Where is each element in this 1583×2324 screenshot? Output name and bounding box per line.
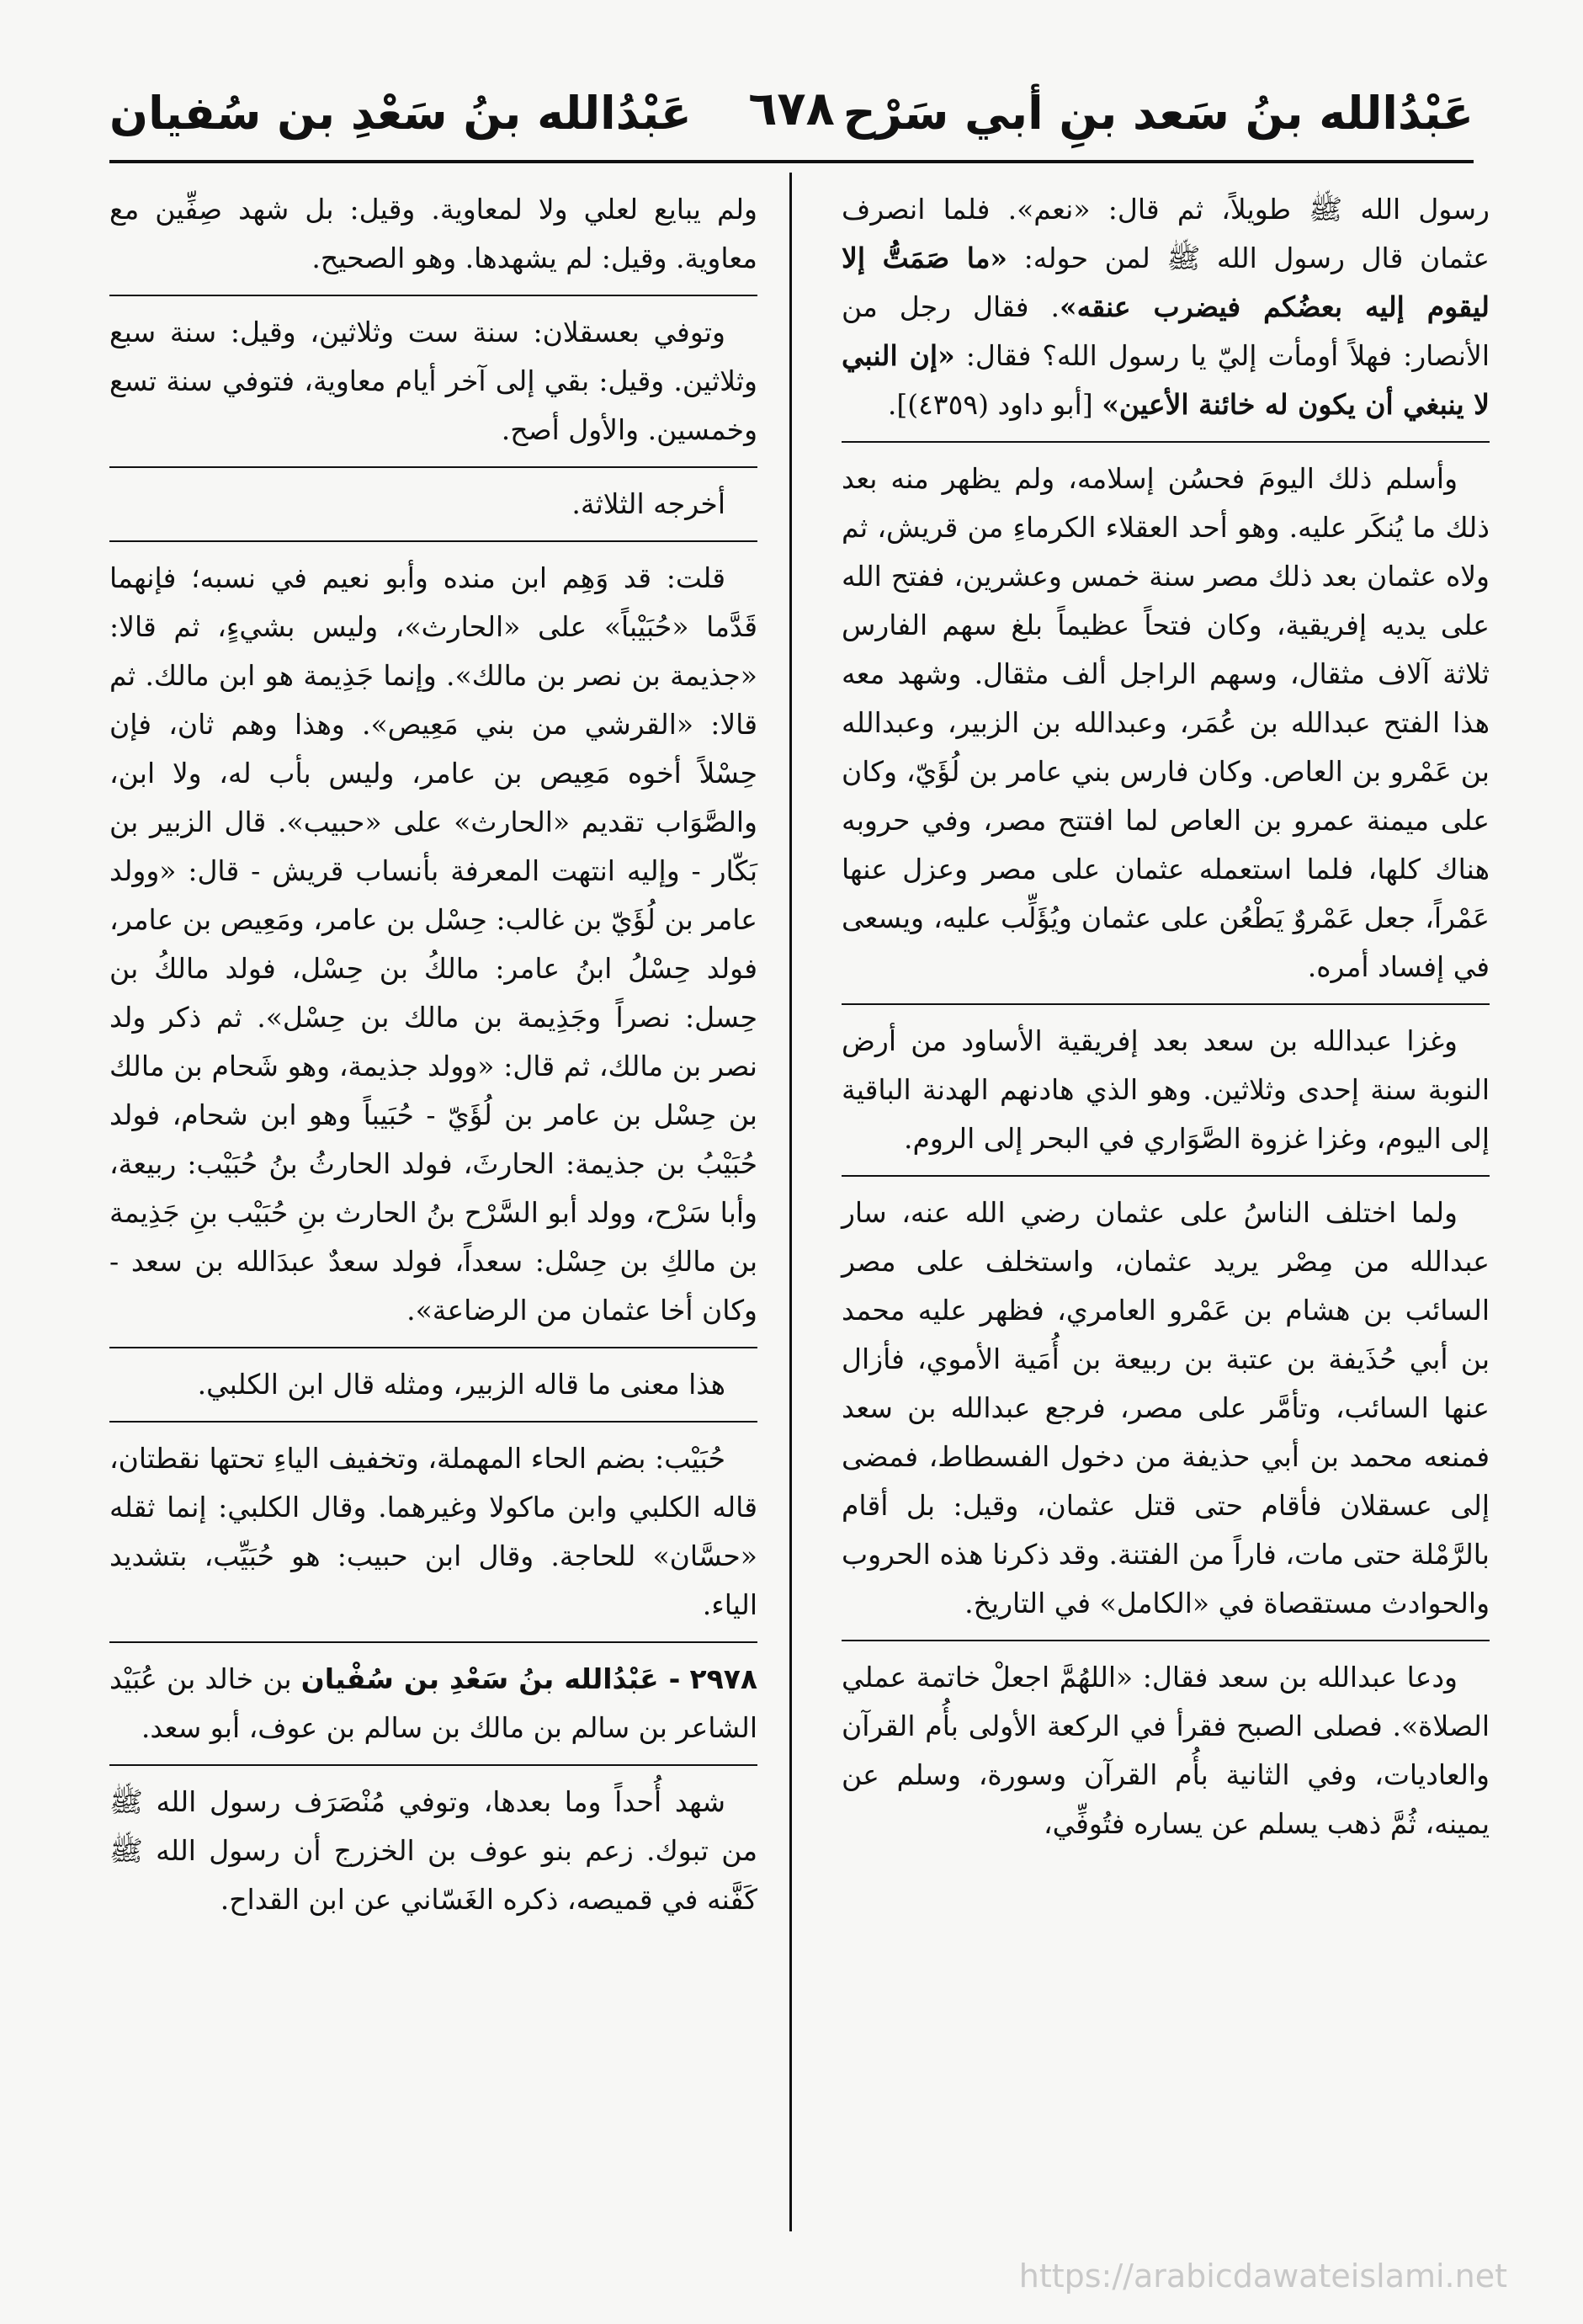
right-column	[842, 185, 1490, 1860]
section-separator	[109, 1421, 757, 1423]
paragraph: وغزا عبدالله بن سعد بعد إفريقية الأساود من أرض النوبة سنة إحدى وثلاثين. وهو الذي هادنهم الهدنة الباقية إلى اليوم، وغزا غزوة الصَّوَاري في البحر إلى الروم.	[842, 1024, 1490, 1155]
section-separator	[842, 1003, 1490, 1005]
paragraph: وتوفي بعسقلان: سنة ست وثلاثين، وقيل: سنة سبع وثلاثين. وقيل: بقي إلى آخر أيام معاوية، فتوفي سنة تسع وخمسين. والأول أصح.	[109, 316, 757, 446]
entry-text: بن خالد بن عُبَيْد الشاعر بن سالم بن مالك بن سالم بن عوف، أبو سعد.	[109, 1662, 757, 1744]
left-column	[109, 185, 757, 1936]
page-header	[109, 72, 1474, 164]
header-rule	[109, 160, 1474, 163]
text-run: . فقال رجل من الأنصار: فهلاً أومأت إليّ يا رسول الله؟ فقال:	[842, 290, 1490, 372]
section-separator	[109, 1347, 757, 1348]
running-title-right: عَبْدُالله بنُ سَعد بنِ أبي سَرْح	[842, 87, 1474, 140]
paragraph: حُبَيْب: بضم الحاء المهملة، وتخفيف الياءِ تحتها نقطتان، قاله الكلبي وابن ماكولا وغيرهما. وقال الكلبي: إنما ثقله «حسَّان» للحاجة. وقال ابن حبيب: هو حُبَيِّب، بتشديد الياء.	[109, 1442, 757, 1621]
entry-number: ٢٩٧٨	[689, 1662, 758, 1695]
watermark-url: https://arabicdawateislami.net	[1018, 2258, 1507, 2295]
text-run: رسول الله ﷺ طويلاً، ثم قال: «نعم». فلما انصرف عثمان قال رسول الله ﷺ لمن حوله:	[842, 193, 1490, 274]
hadith-quote: «ما صَمَتُّ إلا ليقوم إليه بعضُكم فيضرب عنقه»	[842, 242, 1490, 323]
biography-entry	[109, 1655, 757, 1752]
paragraph: هذا معنى ما قاله الزبير، ومثله قال ابن الكلبي.	[197, 1368, 725, 1401]
section-separator	[109, 1764, 757, 1766]
paragraph: ودعا عبدالله بن سعد فقال: «اللهُمَّ اجعلْ خاتمة عملي الصلاة». فصلى الصبح فقرأ في الركعة الأولى بأُم القرآن والعاديات، وفي الثانية بأُم القرآن وسورة، وسلم عن يمينه، ثُمَّ ذهب يسلم عن يساره فتُوفِّي،	[842, 1661, 1490, 1840]
page-number: ٦٧٨	[748, 82, 835, 136]
entry-name: - عَبْدُالله بنُ سَعْدِ بن سُفْيان	[300, 1662, 681, 1695]
running-title-left: عَبْدُالله بنُ سَعْدِ بن سُفيان	[109, 87, 692, 140]
section-separator	[109, 295, 757, 296]
paragraph: شهد أُحداً وما بعدها، وتوفي مُنْصَرَف رسول الله ﷺ من تبوك. زعم بنو عوف بن الخزرج أن رسول الله ﷺ كَفَّنه في قميصه، ذكره الغَسّاني عن ابن القداح.	[109, 1785, 757, 1916]
section-separator	[842, 441, 1490, 443]
paragraph: قلت: قد وَهِم ابن منده وأبو نعيم في نسبه؛ فإنهما قَدَّما «حُبَيْباً» على «الحارث»، وليس بشيءٍ، ثم قالا: «جذيمة بن نصر بن مالك». وإنما جَذِيمة هو ابن مالك. ثم قالا: «القرشي من بني مَعِيص». وهذا وهم ثان، فإن حِسْلاً أخوه مَعِيص بن عامر، وليس بأب له، ولا ابن، والصَّوَاب تقديم «الحارث» على «حبيب». قال الزبير بن بَكّار - وإليه انتهت المعرفة بأنساب قريش - قال: «وولد عامر بن لُؤَيّ بن غالب: حِسْل بن عامر، ومَعِيص بن عامر، فولد حِسْلُ ابنُ عامر: مالكُ بن حِسْل، فولد مالكُ بن حِسل: نصراً وجَذِيمة بن مالك بن حِسْل». ثم ذكر ولد نصر بن مالك، ثم قال: «وولد جذيمة، وهو شَحام بن مالك بن حِسْل بن عامر بن لُؤَيّ - حُبَيباً وهو ابن شحام، فولد حُبَيْبُ بن جذيمة: الحارثَ، فولد الحارثُ بنُ حُبَيْب: ربيعة، وأبا سَرْح، وولد أبو السَّرْح بنُ الحارث بنِ حُبَيْب بنِ جَذِيمة بن مالكِ بن حِسْل: سعداً، فولد سعدٌ عبدَالله بن سعد - وكان أخا عثمان من الرضاعة».	[109, 561, 757, 1327]
section-separator	[842, 1640, 1490, 1641]
section-separator	[842, 1175, 1490, 1177]
citation: [أبو داود (٤٣٥٩)].	[887, 388, 1102, 421]
paragraph: أخرجه الثلاثة.	[571, 487, 725, 520]
column-divider	[789, 173, 792, 2231]
paragraph: ولم يبايع لعلي ولا لمعاوية. وقيل: بل شهد صِفِّين مع معاوية. وقيل: لم يشهدها. وهو الصحيح.	[109, 193, 757, 274]
paragraph: ولما اختلف الناسُ على عثمان رضي الله عنه، سار عبدالله من مِصْر يريد عثمان، واستخلف على مصر السائب بن هشام بن عَمْرو العامري، فظهر عليه محمد بن أبي حُذَيفة بن عتبة بن ربيعة بن أُمَية الأموي، فأزال عنها السائب، وتأمَّر على مصر، فرجع عبدالله بن سعد فمنعه محمد بن أبي حذيفة من دخول الفسطاط، فمضى إلى عسقلان فأقام حتى قتل عثمان، وقيل: بل أقام بالرَّمْلة حتى مات، فاراً من الفتنة. وقد ذكرنا هذه الحروب والحوادث مستقصاة في «الكامل» في التاريخ.	[842, 1196, 1490, 1619]
hadith-quote: «إن النبي لا ينبغي أن يكون له خائنة الأعين»	[842, 339, 1490, 421]
paragraph: وأسلم ذلك اليومَ فحسُن إسلامه، ولم يظهر منه بعد ذلك ما يُنكَر عليه. وهو أحد العقلاء الكرماءِ من قريش، ثم ولاه عثمان بعد ذلك مصر سنة خمس وعشرين، ففتح الله على يديه إفريقية، وكان فتحاً عظيماً بلغ سهم الفارس ثلاثة آلاف مثقال، وسهم الراجل ألف مثقال. وشهد معه هذا الفتح عبدالله بن عُمَر، وعبدالله بن الزبير، وعبدالله بن عَمْرو بن العاص. وكان فارس بني عامر بن لُؤَيّ، وكان على ميمنة عمرو بن العاص لما افتتح مصر، وفي حروبه هناك كلها، فلما استعمله عثمان على مصر وعزل عنها عَمْراً، جعل عَمْروٌ يَطْعُن على عثمان ويُؤَلِّب عليه، ويسعى في إفساد أمره.	[842, 462, 1490, 983]
section-separator	[109, 1641, 757, 1643]
paragraph	[842, 185, 1490, 429]
section-separator	[109, 540, 757, 542]
section-separator	[109, 466, 757, 468]
